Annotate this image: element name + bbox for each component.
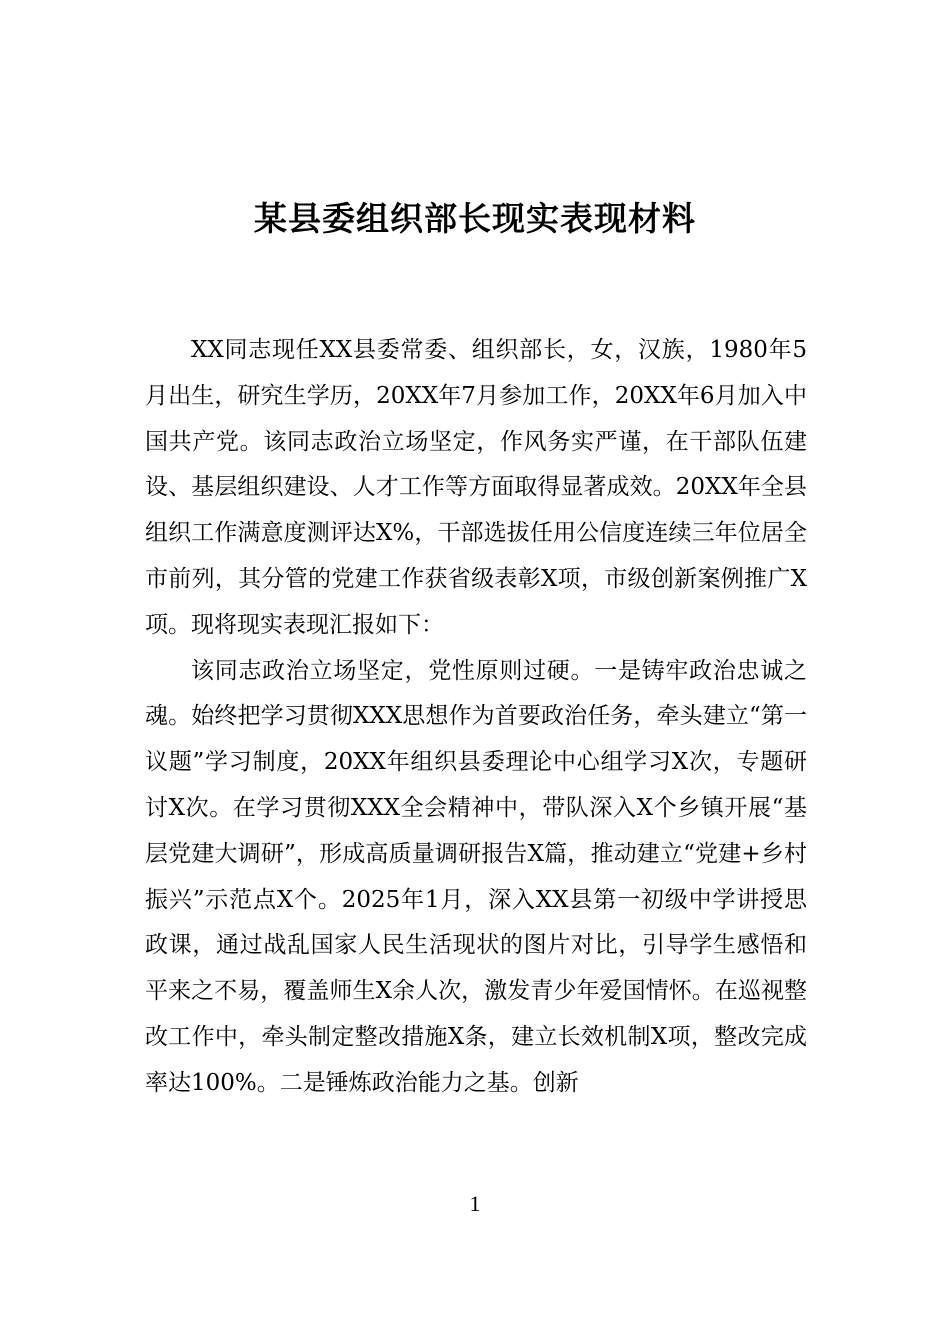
paragraph-intro: XX同志现任XX县委常委、组织部长，女，汉族，1980年5月出生，研究生学历，20XX年7月参加工作，20XX年6月加入中国共产党。该同志政治立场坚定，作风务实严谨，在干部队伍建设、基层组织建设、人才工作等方面取得显著成效。20XX年全县组织工作满意度测评达X%，干部选拔任用公信度连续三年位居全市前列，其分管的党建工作获省级表彰X项，市级创新案例推广X项。现将现实表现汇报如下：	[145, 337, 807, 638]
paragraph-political-stance: 该同志政治立场坚定，党性原则过硬。一是铸牢政治忠诚之魂。始终把学习贯彻XXX思想作为首要政治任务，牵头建立“第一议题”学习制度，20XX年组织县委理论中心组学习X次，专题研讨X次。在学习贯彻XXX全会精神中，带队深入X个乡镇开展“基层党建大调研”，形成高质量调研报告X篇，推动建立“党建+乡村振兴”示范点X个。2025年1月，深入XX县第一初级中学讲授思政课，通过战乱国家人民生活现状的图片对比，引导学生感悟和平来之不易，覆盖师生X余人次，激发青少年爱国情怀。在巡视整改工作中，牵头制定整改措施X条，建立长效机制X项，整改完成率达100%。二是锤炼政治能力之基。创新	[145, 657, 807, 1096]
document-title: 某县委组织部长现实表现材料	[254, 199, 696, 238]
page-number: 1	[469, 1191, 481, 1216]
document-body	[145, 328, 807, 1107]
